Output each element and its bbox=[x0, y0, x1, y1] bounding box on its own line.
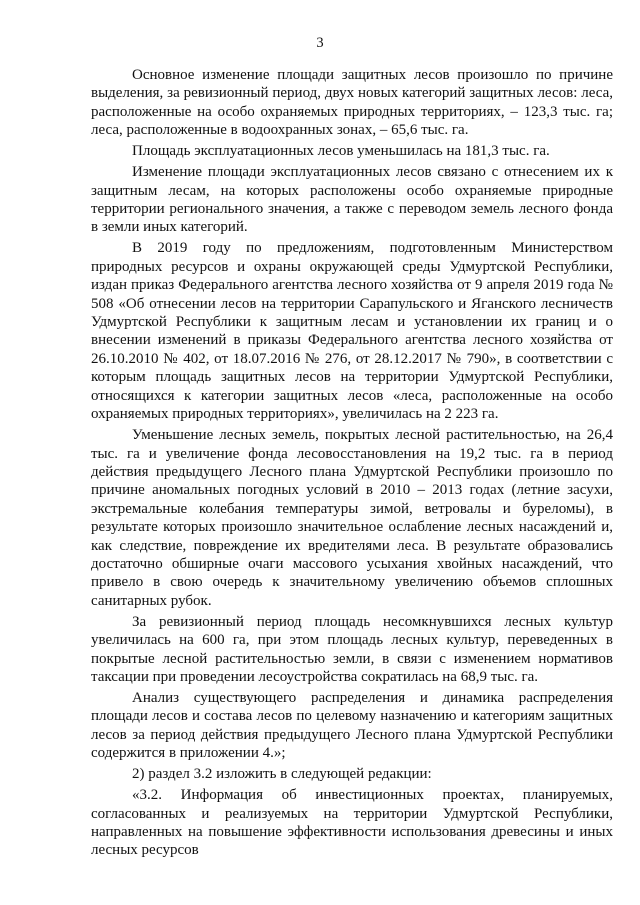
paragraph-protective-forests-change: Основное изменение площади защитных лесов произошло по причине выделения, за ревизионный период, двух новых категорий защитных лесов: леса, расположенные на особо охраняемых природных территориях, – 123,3 тыс. га; леса, расположенные в водоохранных зонах, – 65,6 тыс. га. bbox=[91, 67, 613, 139]
paragraph-exploitation-forests-reason: Изменение площади эксплуатационных лесов связано с отнесением их к защитным лесам, на которых расположены особо охраняемые природные территории регионального значения, а также с переводом земель лесного фонда в земли иных категорий. bbox=[91, 164, 613, 236]
document-body bbox=[91, 66, 613, 862]
page-number: 3 bbox=[316, 35, 324, 51]
paragraph-forest-land-decrease: Уменьшение лесных земель, покрытых лесной растительностью, на 26,4 тыс. га и увеличение фонда лесовосстановления на 19,2 тыс. га в период действия предыдущего Лесного плана Удмуртской Республики произошло по причине аномальных погодных условий в 2010 – 2013 годах (летние засухи, экстремальные колебания температуры зимой, ветровалы и буреломы), в результате которых произошло значительное ослабление лесных насаждений и, как следствие, повреждение их вредителями леса. В результате образовались достаточно обширные очаги массового усыхания хвойных насаждений, что привело в свою очередь к значительному увеличению объемов сплошных санитарных рубок. bbox=[91, 427, 613, 609]
paragraph-forest-cultures: За ревизионный период площадь несомкнувшихся лесных культур увеличилась на 600 га, при этом площадь лесных культур, переведенных в покрытые лесной растительностью земли, в связи с изменением нормативов таксации при проведении лесоустройства сократилась на 68,9 тыс. га. bbox=[91, 613, 613, 685]
paragraph-section-3-2-title: «3.2. Информация об инвестиционных проектах, планируемых, согласованных и реализуемых на территории Удмуртской Республики, направленных на повышение эффективности использования древесины и иных лесных ресурсов bbox=[91, 787, 613, 859]
paragraph-exploitation-forests-decrease: Площадь эксплуатационных лесов уменьшилась на 181,3 тыс. га. bbox=[132, 143, 550, 160]
paragraph-order-2019: В 2019 году по предложениям, подготовленным Министерством природных ресурсов и охраны окружающей среды Удмуртской Республики, издан приказ Федерального агентства лесного хозяйства от 9 апреля 2019 года № 508 «Об отнесении лесов на территории Сарапульского и Яганского лесничеств Удмуртской Республики к защитным лесам и установлении их границ и о внесении изменений в приказы Федерального агентства лесного хозяйства от 26.10.2010 № 402, от 18.07.2016 № 276, от 28.12.2017 № 790», в соответствии с которым площадь защитных лесов на территории Удмуртской Республики, относящихся к категории защитных лесов «леса, расположенные на особо охраняемых природных территориях», увеличилась на 2 223 га. bbox=[91, 240, 613, 423]
paragraph-section-amendment: 2) раздел 3.2 изложить в следующей редакции: bbox=[132, 766, 432, 783]
paragraph-analysis-appendix: Анализ существующего распределения и динамика распределения площади лесов и состава лесов по целевому назначению и категориям защитных лесов за период действия предыдущего Лесного плана Удмуртской Республики содержится в приложении 4.»; bbox=[91, 689, 613, 762]
